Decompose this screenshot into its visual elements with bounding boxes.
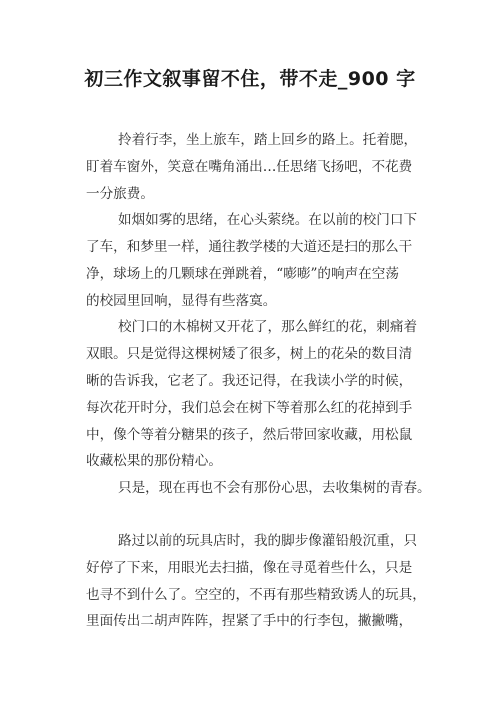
page-title: 初三作文叙事留不住，带不走_900 字 xyxy=(84,68,416,90)
paragraph-3-line-5: 中，像个等着分糖果的孩子，然后带回家收藏，用松鼠 xyxy=(86,427,413,443)
paragraph-5-line-1: 路过以前的玩具店时，我的脚步像灌铅般沉重，只 xyxy=(118,533,418,549)
paragraph-3-line-2: 双眼。只是觉得这棵树矮了很多，树上的花朵的数目清 xyxy=(86,346,413,362)
paragraph-1-line-3: 一分旅费。 xyxy=(86,186,154,202)
paragraph-2-line-4: 的校园里回响，显得有些落寞。 xyxy=(86,293,277,309)
paragraph-3-line-3: 晰的告诉我，它老了。我还记得，在我读小学的时候， xyxy=(86,373,413,389)
paragraph-2-line-2: 了车，和梦里一样，通往教学楼的大道还是扫的那么干 xyxy=(86,239,413,255)
paragraph-4-line-1: 只是，现在再也不会有那份心思，去收集树的青春。 xyxy=(118,480,431,496)
paragraph-2-line-3: 净，球场上的几颗球在弹跳着，“嘭嘭”的响声在空荡 xyxy=(86,266,399,282)
paragraph-2-line-1: 如烟如雾的思绪，在心头萦绕。在以前的校门口下 xyxy=(118,212,418,228)
paragraph-5-line-3: 也寻不到什么了。空空的，不再有那些精致诱人的玩具， xyxy=(86,587,426,603)
paragraph-3-line-1: 校门口的木棉树又开花了，那么鲜红的花，刺痛着 xyxy=(118,319,418,335)
paragraph-1-line-1: 拎着行李，坐上旅车，踏上回乡的路上。托着腮， xyxy=(118,132,418,148)
paragraph-5-line-2: 好停了下来，用眼光去扫描，像在寻觅着些什么，只是 xyxy=(86,560,413,576)
paragraph-3-line-4: 每次花开时分，我们总会在树下等着那么红的花掉到手 xyxy=(86,400,413,416)
paragraph-3-line-6: 收藏松果的那份精心。 xyxy=(86,453,222,469)
paragraph-1-line-2: 盯着车窗外，笑意在嘴角涌出…任思绪飞扬吧，不花费 xyxy=(86,159,413,175)
paragraph-5-line-4: 里面传出二胡声阵阵，捏紧了手中的行李包，撇撇嘴， xyxy=(86,613,413,629)
